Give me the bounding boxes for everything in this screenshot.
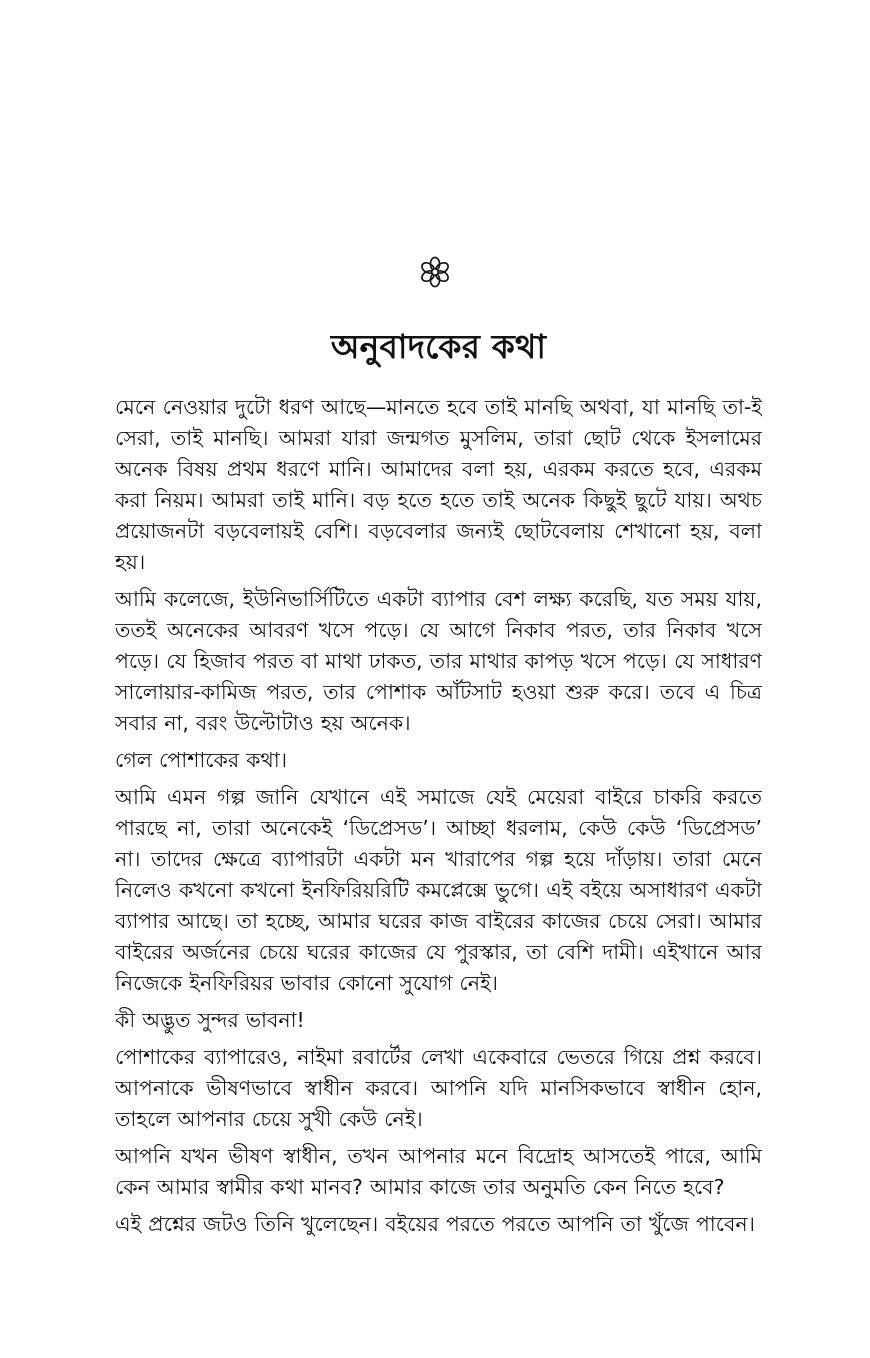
paragraph: পোশাকের ব্যাপারেও, নাইমা রবার্টের লেখা একেবারে ভেতরে গিয়ে প্রশ্ন করবে। আপনাকে ভীষণভাবে স্বাধীন করবে। আপনি যদি মানসিকভাবে স্বাধীন হোন, তাহলে আপনার চেয়ে সুখী কেউ নেই।: [115, 1045, 762, 1131]
flower-icon: [418, 255, 452, 289]
paragraph: গেল পোশাকের কথা।: [115, 748, 288, 772]
paragraph: মেনে নেওয়ার দুটো ধরণ আছে—মানতে হবে তাই মানছি অথবা, যা মানছি তা-ই সেরা, তাই মানছি। আমরা যারা জন্মগত মুসলিম, তারা ছোট থেকে ইসলামের অনেক বিষয় প্রথম ধরণে মানি। আমাদের বলা হয়, এরকম করতে হবে, এরকম করা নিয়ম। আমরা তাই মানি। বড় হতে হতে তাই অনেক কিছুই ছুটে যায়। অথচ প্রয়োজনটা বড়বেলায়ই বেশি। বড়বেলার জন্যই ছোটবেলায় শেখানো হয়, বলা হয়।: [115, 395, 762, 574]
paragraph: কী অদ্ভুত সুন্দর ভাবনা!: [115, 1008, 305, 1032]
ornament: [0, 254, 870, 290]
paragraph: আমি এমন গল্প জানি যেখানে এই সমাজে যেই মেয়েরা বাইরে চাকরি করতে পারছে না, তারা অনেকেই ‘ডিপ্রেসড’। আচ্ছা ধরলাম, কেউ কেউ ‘ডিপ্রেসড’ না। তাদের ক্ষেত্রে ব্যাপারটা একটা মন খারাপের গল্প হয়ে দাঁড়ায়। তারা মেনে নিলেও কখনো কখনো ইনফিরিয়রিটি কমপ্লেক্সে ভুগে। এই বইয়ে অসাধারণ একটা ব্যাপার আছে। তা হচ্ছে, আমার ঘরের কাজ বাইরের কাজের চেয়ে সেরা। আমার বাইরের অর্জনের চেয়ে ঘরের কাজের যে পুরস্কার, তা বেশি দামী। এইখানে আর নিজেকে ইনফিরিয়র ভাবার কোনো সুযোগ নেই।: [115, 785, 762, 995]
paragraph: এই প্রশ্নের জটও তিনি খুলেছেন। বইয়ের পরতে পরতে আপনি তা খুঁজে পাবেন।: [115, 1212, 755, 1236]
paragraph: আপনি যখন ভীষণ স্বাধীন, তখন আপনার মনে বিদ্রোহ আসতেই পারে, আমি কেন আমার স্বামীর কথা মানব? আমার কাজে তার অনুমতি কেন নিতে হবে?: [115, 1144, 762, 1199]
body-text: [115, 392, 762, 1246]
paragraph: আমি কলেজে, ইউনিভার্সিটিতে একটা ব্যাপার বেশ লক্ষ্য করেছি, যত সময় যায়, ততই অনেকের আবরণ খসে পড়ে। যে আগে নিকাব পরত, তার নিকাব খসে পড়ে। যে হিজাব পরত বা মাথা ঢাকত, তার মাথার কাপড় খসে পড়ে। যে সাধারণ সালোয়ার-কামিজ পরত, তার পোশাক আঁটসাট হওয়া শুরু করে। তবে এ চিত্র সবার না, বরং উল্টোটাও হয় অনেক।: [115, 587, 762, 735]
page-title: অনুবাদকের কথা: [330, 327, 547, 367]
